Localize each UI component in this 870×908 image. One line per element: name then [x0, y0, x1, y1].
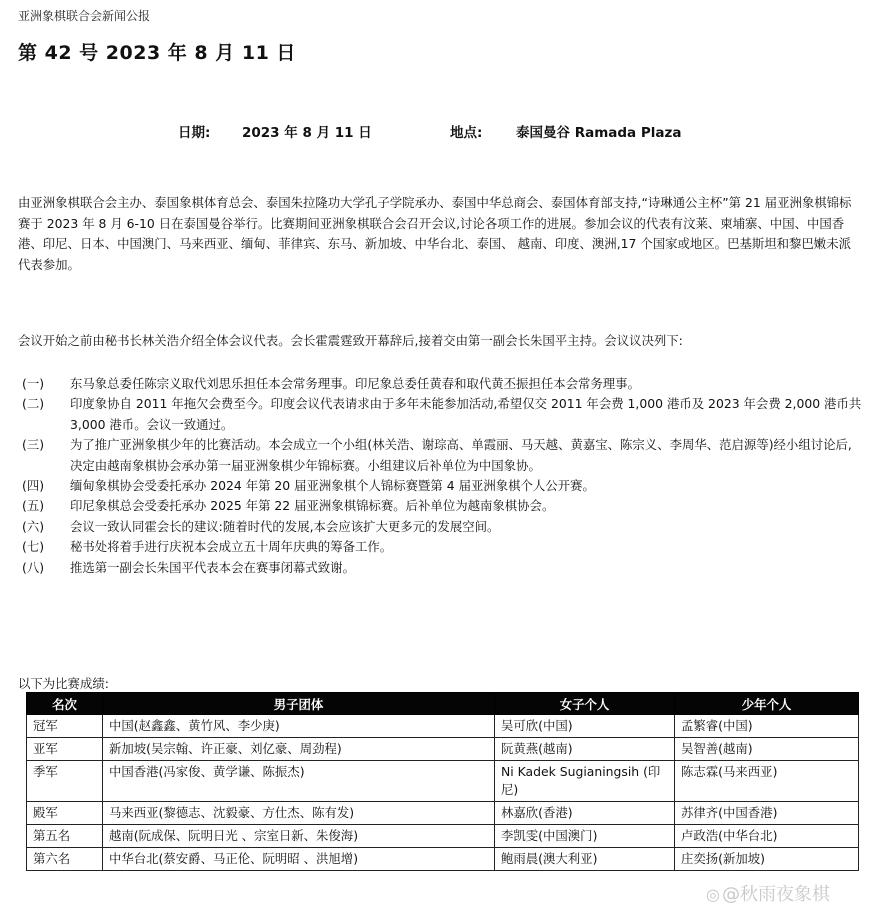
- rank-cell: 第五名: [27, 825, 103, 848]
- men-team-cell: 中国香港(冯家俊、黄学谦、陈振杰): [103, 761, 495, 802]
- rank-cell: 殿军: [27, 802, 103, 825]
- women-individual-cell: 林嘉欣(香港): [495, 802, 675, 825]
- resolution-number: (三): [22, 437, 45, 453]
- resolution-number: (五): [22, 498, 45, 514]
- weibo-watermark: [706, 880, 830, 906]
- place-value: 泰国曼谷 Ramada Plaza: [516, 125, 682, 141]
- resolution-item: [22, 517, 862, 537]
- resolution-text: 会议一致认同霍会长的建议:随着时代的发展,本会应该扩大更多元的发展空间。: [70, 518, 500, 534]
- table-row: [27, 802, 859, 825]
- women-individual-cell: 吴可欣(中国): [495, 715, 675, 738]
- date-label: 日期:: [178, 125, 211, 141]
- junior-individual-cell: 苏律齐(中国香港): [675, 802, 859, 825]
- men-team-cell: 越南(阮成保、阮明日光 、宗室日新、朱俊海): [103, 825, 495, 848]
- resolution-text: 推选第一副会长朱国平代表本会在赛事闭幕式致谢。: [70, 559, 355, 575]
- issue-title: 第 42 号 2023 年 8 月 11 日: [18, 42, 296, 64]
- rank-cell: 亚军: [27, 738, 103, 761]
- resolution-text: 为了推广亚洲象棋少年的比赛活动。本会成立一个小组(林关浩、谢琮高、单霞丽、马天越、黄嘉宝、陈宗义、李周华、范启源等)经小组讨论后,决定由越南象棋协会承办第一届亚洲象棋少年锦标赛。小组建议后补单位为中国象协。: [70, 437, 852, 473]
- resolution-number: (八): [22, 559, 45, 575]
- resolution-item: [22, 558, 862, 578]
- resolution-number: (四): [22, 478, 45, 494]
- junior-individual-cell: 庄奕扬(新加坡): [675, 848, 859, 871]
- junior-individual-cell: 陈志霖(马来西亚): [675, 761, 859, 802]
- resolution-text: 东马象总委任陈宗义取代刘思乐担任本会常务理事。印尼象总委任黄春和取代黄丕振担任本会常务理事。: [70, 376, 640, 391]
- resolution-text: 印度象协自 2011 年拖欠会费至今。印度会议代表请求由于多年未能参加活动,希望仅交 2011 年会费 1,000 港币及 2023 年会费 2,000 港币共 3,000 港币。会议一致通过。: [70, 396, 862, 432]
- watermark-text: @秋雨夜象棋: [721, 884, 830, 905]
- resolution-item: [22, 537, 862, 557]
- meeting-paragraph: 会议开始之前由秘书长林关浩介绍全体会议代表。会长霍震霆致开幕辞后,接着交由第一副会长朱国平主持。会议议决列下:: [18, 333, 683, 348]
- table-row: [27, 848, 859, 871]
- men-team-cell: 中国(赵鑫鑫、黄竹风、李少庚): [103, 715, 495, 738]
- resolution-item: [22, 435, 862, 476]
- header-rank: 名次: [27, 693, 103, 715]
- results-table: [26, 692, 859, 871]
- resolution-item: [22, 496, 862, 516]
- men-team-cell: 新加坡(吴宗翰、许正豪、刘亿豪、周劲程): [103, 738, 495, 761]
- junior-individual-cell: 卢政浩(中华台北): [675, 825, 859, 848]
- rank-cell: 第六名: [27, 848, 103, 871]
- table-row: [27, 825, 859, 848]
- resolution-text: 秘书处将着手进行庆祝本会成立五十周年庆典的筹备工作。: [70, 539, 393, 555]
- resolution-number: (七): [22, 539, 45, 555]
- header-women-individual: 女子个人: [495, 693, 675, 715]
- header-men-team: 男子团体: [103, 693, 495, 715]
- resolution-list: [22, 374, 862, 578]
- results-title: 以下为比赛成绩:: [18, 676, 109, 691]
- women-individual-cell: 鲍雨晨(澳大利亚): [495, 848, 675, 871]
- intro-paragraph: 由亚洲象棋联合会主办、泰国象棋体育总会、泰国朱拉隆功大学孔子学院承办、泰国中华总商会、泰国体育部支持,“诗琳通公主杯”第 21 届亚洲象棋锦标赛于 2023 年 8 月 6-10 日在泰国曼谷举行。比赛期间亚洲象棋联合会召开会议,讨论各项工作的进展。参加会议的代表有汶莱、柬埔寨、中国、中国香港、印尼、日本、中国澳门、马来西亚、缅甸、菲律宾、东马、新加坡、中华台北、泰国、 越南、印度、澳洲,17 个国家或地区。巴基斯坦和黎巴嫩未派代表参加。: [18, 195, 852, 272]
- resolution-text: 缅甸象棋协会受委托承办 2024 年第 20 届亚洲象棋个人锦标赛暨第 4 届亚洲象棋个人公开赛。: [70, 478, 595, 494]
- men-team-cell: 中华台北(蔡安爵、马正伦、阮明昭 、洪旭增): [103, 848, 495, 871]
- resolution-number: (六): [22, 518, 45, 534]
- table-row: [27, 715, 859, 738]
- rank-cell: 季军: [27, 761, 103, 802]
- women-individual-cell: Ni Kadek Sugianingsih (印尼): [495, 761, 675, 802]
- rank-cell: 冠军: [27, 715, 103, 738]
- table-row: [27, 738, 859, 761]
- header-junior-individual: 少年个人: [675, 693, 859, 715]
- table-row: [27, 761, 859, 802]
- masthead: 亚洲象棋联合会新闻公报: [18, 9, 151, 23]
- resolution-number: (一): [22, 376, 45, 391]
- resolution-number: (二): [22, 396, 45, 412]
- junior-individual-cell: 孟繁睿(中国): [675, 715, 859, 738]
- resolution-item: [22, 394, 862, 435]
- women-individual-cell: 阮黄燕(越南): [495, 738, 675, 761]
- men-team-cell: 马来西亚(黎德志、沈毅豪、方仕杰、陈有发): [103, 802, 495, 825]
- junior-individual-cell: 吴智善(越南): [675, 738, 859, 761]
- date-value: 2023 年 8 月 11 日: [242, 125, 372, 141]
- resolution-item: [22, 374, 862, 394]
- weibo-logo-icon: ◎: [706, 885, 720, 904]
- women-individual-cell: 李凯雯(中国澳门): [495, 825, 675, 848]
- place-label: 地点:: [450, 125, 483, 141]
- resolution-item: [22, 476, 862, 496]
- resolution-text: 印尼象棋总会受委托承办 2025 年第 22 届亚洲象棋锦标赛。后补单位为越南象棋协会。: [70, 498, 555, 514]
- table-header-row: [27, 693, 859, 715]
